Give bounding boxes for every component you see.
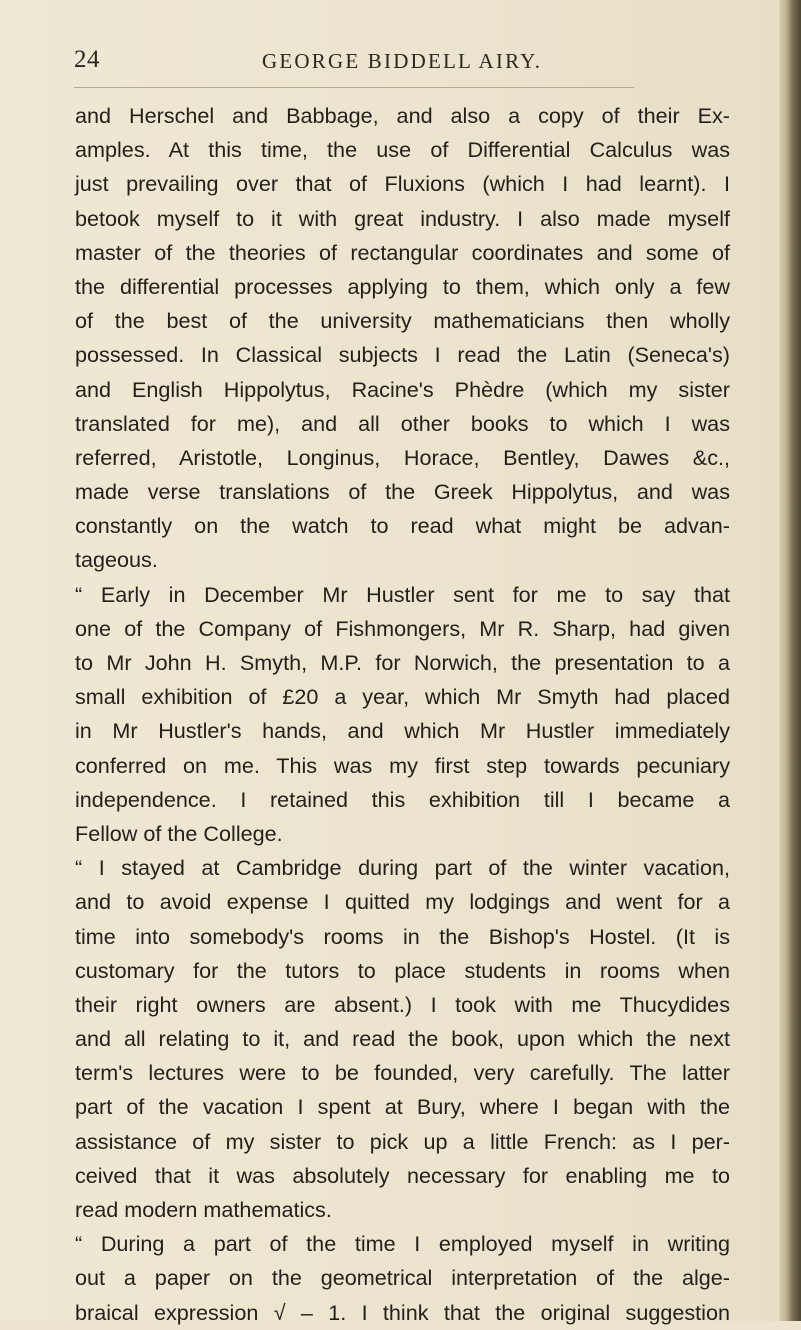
text-line: conferred on me. This was my first step towards pecuniary [75, 752, 730, 778]
running-head-title: GEORGE BIDDELL AIRY. [262, 49, 543, 73]
page-edge-shadow [779, 0, 801, 1321]
text-line: the differential processes applying to them, which only a few [75, 273, 730, 299]
text-line: “ I stayed at Cambridge during part of the winter vacation, [75, 855, 730, 881]
text-line: small exhibition of £20 a year, which Mr Smyth had placed [75, 684, 730, 710]
page-number: 24 [74, 46, 100, 73]
text-line: and English Hippolytus, Racine's Phèdre (which my sister [75, 376, 730, 402]
text-line: time into somebody's rooms in the Bishop's Hostel. (It is [75, 923, 730, 949]
text-line: made verse translations of the Greek Hippolytus, and was [75, 479, 730, 505]
text-line: translated for me), and all other books to which I was [75, 410, 730, 436]
running-head [74, 46, 754, 80]
text-line: master of the theories of rectangular coordinates and some of [75, 239, 730, 265]
text-line: and all relating to it, and read the book, upon which the next [75, 1026, 730, 1052]
text-line: customary for the tutors to place students in rooms when [75, 957, 730, 983]
text-line: and to avoid expense I quitted my lodgings and went for a [75, 889, 730, 915]
text-line: in Mr Hustler's hands, and which Mr Hustler immediately [75, 718, 730, 744]
body-text [75, 99, 730, 1330]
text-line: independence. I retained this exhibition till I became a [75, 786, 730, 812]
text-line: referred, Aristotle, Longinus, Horace, Bentley, Dawes &c., [75, 444, 730, 470]
text-line: ceived that it was absolutely necessary for enabling me to [75, 1162, 730, 1188]
text-line: of the best of the university mathematicians then wholly [75, 308, 730, 334]
text-line: tageous. [75, 547, 158, 573]
text-line: betook myself to it with great industry. I also made myself [75, 205, 730, 231]
text-line: Fellow of the College. [75, 820, 283, 846]
text-line: just prevailing over that of Fluxions (which I had learnt). I [75, 171, 730, 197]
text-line: their right owners are absent.) I took with me Thucydides [75, 991, 730, 1017]
text-line: braical expression √ – 1. I think that the original suggestion [75, 1299, 730, 1325]
text-line: possessed. In Classical subjects I read the Latin (Seneca's) [75, 342, 730, 368]
header-rule [74, 87, 634, 88]
text-line: assistance of my sister to pick up a little French: as I per- [75, 1128, 730, 1154]
text-line: read modern mathematics. [75, 1197, 332, 1222]
text-line: and Herschel and Babbage, and also a copy of their Ex- [75, 103, 730, 128]
text-line: “ During a part of the time I employed myself in writing [75, 1231, 730, 1257]
text-line: one of the Company of Fishmongers, Mr R. Sharp, had given [75, 615, 730, 641]
text-line: part of the vacation I spent at Bury, where I began with the [75, 1094, 730, 1120]
text-line: to Mr John H. Smyth, M.P. for Norwich, the presentation to a [75, 650, 730, 675]
text-line: out a paper on the geometrical interpretation of the alge- [75, 1265, 730, 1291]
text-line: constantly on the watch to read what might be advan- [75, 513, 730, 539]
text-line: amples. At this time, the use of Differential Calculus was [75, 137, 730, 163]
text-line: “ Early in December Mr Hustler sent for me to say that [75, 581, 730, 607]
text-line: term's lectures were to be founded, very carefully. The latter [75, 1060, 730, 1086]
